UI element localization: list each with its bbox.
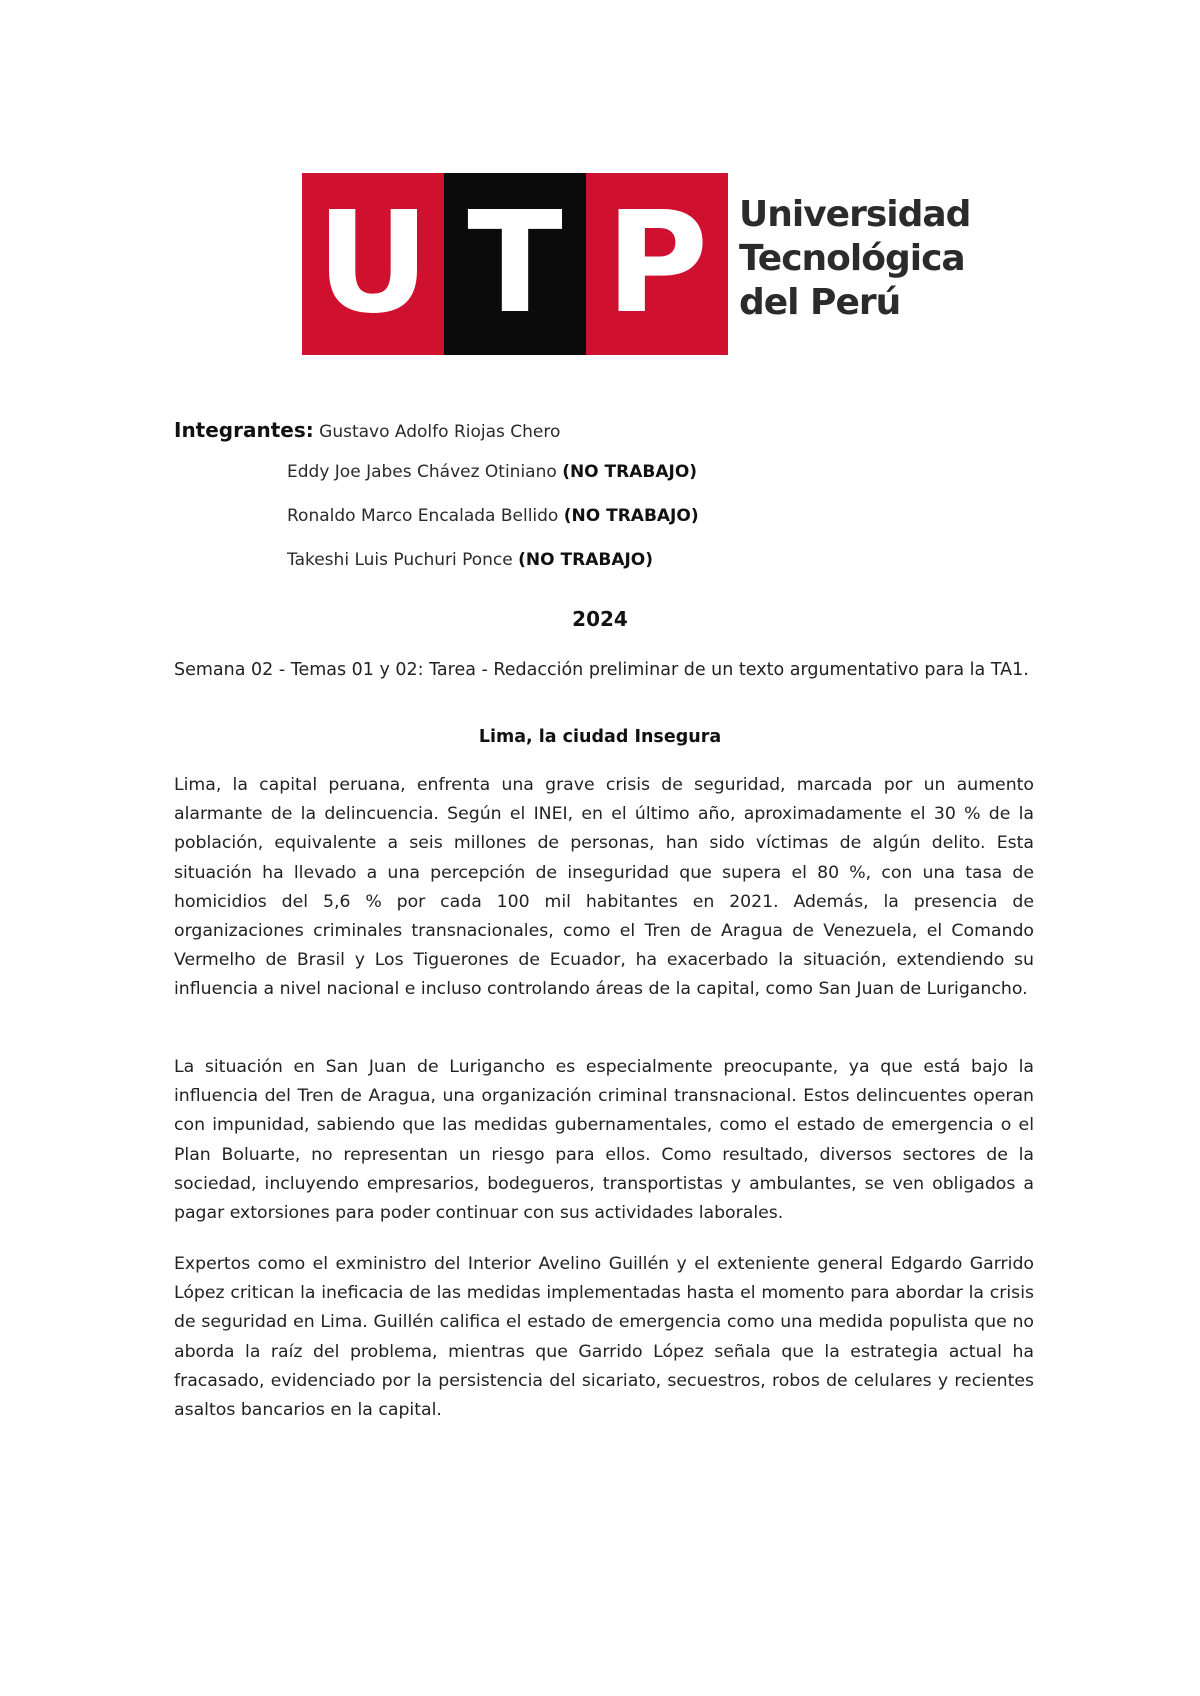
essay-paragraph: Lima, la capital peruana, enfrenta una grave crisis de seguridad, marcada por un aumento alarmante de la delincuencia. Según el INEI, en el último año, aproximadamente el 30 % de la población, equivalente a seis millones de personas, han sido víctimas de algún delito. Esta situación ha llevado a una percepción de inseguridad que supera el 80 %, con una tasa de homicidios del 5,6 % por cada 100 mil habitantes en 2021. Además, la presencia de organizaciones criminales transnacionales, como el Tren de Aragua de Venezuela, el Comando Vermelho de Brasil y Los Tiguerones de Ecuador, ha exacerbado la situación, extendiendo su influencia a nivel nacional e incluso controlando áreas de la capital, como San Juan de Lurigancho.	[174, 775, 1034, 1000]
logo-letter-t: T	[444, 173, 586, 355]
essay-paragraph: La situación en San Juan de Lurigancho es especialmente preocupante, ya que está bajo la influencia del Tren de Aragua, una organización criminal transnacional. Estos delincuentes operan con impunidad, sabiendo que las medidas gubernamentales, como el estado de emergencia o el Plan Boluarte, no representan un riesgo para ellos. Como resultado, diversos sectores de la sociedad, incluyendo empresarios, bodegueros, transportistas y ambulantes, se ven obligados a pagar extorsiones para poder continuar con sus actividades laborales.	[174, 1057, 1034, 1224]
logo-line-1: Universidad	[739, 194, 971, 235]
logo-wordmark	[739, 193, 999, 325]
essay-title: Lima, la ciudad Insegura	[478, 727, 722, 747]
logo-letter-p: P	[586, 173, 728, 355]
member-note: (NO TRABAJO)	[562, 462, 698, 482]
member-name: Ronaldo Marco Encalada Bellido	[287, 506, 559, 526]
member-name: Eddy Joe Jabes Chávez Otiniano	[287, 462, 557, 482]
member-row	[287, 506, 699, 526]
utp-logo	[302, 173, 971, 355]
essay-paragraph: Expertos como el exministro del Interior Avelino Guillén y el exteniente general Edgardo Garrido López critican la ineficacia de las medidas implementadas hasta el momento para abordar la crisis de seguridad en Lima. Guillén califica el estado de emergencia como una medida populista que no aborda la raíz del problema, mientras que Garrido López señala que la estrategia actual ha fracasado, evidenciado por la persistencia del sicariato, secuestros, robos de celulares y recientes asaltos bancarios en la capital.	[174, 1254, 1034, 1421]
member-name: Takeshi Luis Puchuri Ponce	[287, 550, 513, 570]
member-note: (NO TRABAJO)	[518, 550, 654, 570]
logo-line-3: del Perú	[739, 282, 901, 323]
member-note: (NO TRABAJO)	[563, 506, 699, 526]
logo-letter-u: U	[302, 173, 444, 355]
members-label: Integrantes:	[174, 418, 314, 442]
member-row	[287, 462, 697, 482]
member-name: Gustavo Adolfo Riojas Chero	[319, 422, 561, 442]
member-row	[287, 550, 653, 570]
task-description: Semana 02 - Temas 01 y 02: Tarea - Redacción preliminar de un texto argumentativo para la TA1.	[174, 660, 1029, 680]
logo-line-2: Tecnológica	[739, 238, 965, 279]
year-heading: 2024	[572, 607, 628, 631]
member-row	[174, 418, 560, 442]
